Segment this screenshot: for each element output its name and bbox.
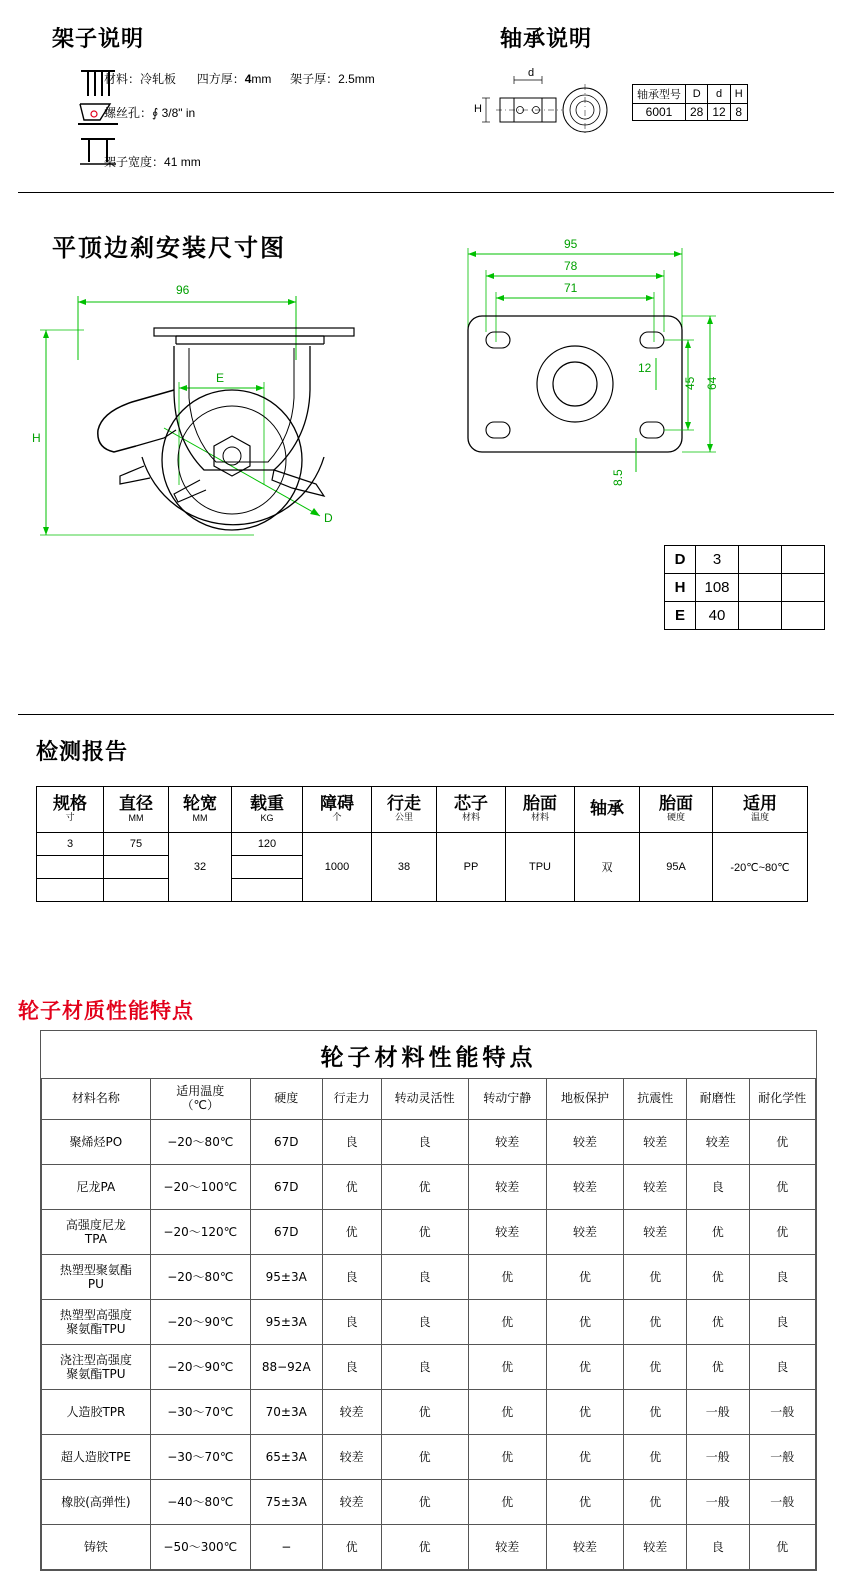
mat-cell-hardness: 67D xyxy=(250,1165,322,1210)
report-cell: 95A xyxy=(640,833,713,902)
frame-bolt-hole-value: ∮ 3/8" in xyxy=(152,106,196,120)
mat-cell-wear-resistance: 一般 xyxy=(686,1435,749,1480)
mat-cell-shock-resistance: 较差 xyxy=(624,1165,687,1210)
dim-value-H: 108 xyxy=(696,574,739,602)
mat-cell-hardness: − xyxy=(250,1525,322,1570)
report-header-temperature: 适用 温度 xyxy=(713,787,808,833)
mat-cell-shock-resistance: 优 xyxy=(624,1480,687,1525)
mat-cell-rotation-flexibility: 良 xyxy=(381,1345,468,1390)
svg-text:96: 96 xyxy=(176,283,190,297)
mat-cell-wear-resistance: 一般 xyxy=(686,1480,749,1525)
mat-cell-walk-force: 良 xyxy=(322,1300,381,1345)
mat-cell-temperature: −20～100℃ xyxy=(150,1165,250,1210)
mat-cell-wear-resistance: 一般 xyxy=(686,1390,749,1435)
table-header-row xyxy=(42,1079,816,1120)
frame-material-spec xyxy=(104,70,375,87)
bearing-description-title: 轴承说明 xyxy=(500,27,593,52)
mat-cell-rotation-flexibility: 优 xyxy=(381,1210,468,1255)
report-cell xyxy=(37,879,104,902)
mat-cell-rotation-flexibility: 良 xyxy=(381,1300,468,1345)
mat-cell-temperature: −50～300℃ xyxy=(150,1525,250,1570)
svg-text:8.5: 8.5 xyxy=(611,469,625,486)
mat-cell-rotation-quiet: 优 xyxy=(468,1255,546,1300)
dim-label-D: D xyxy=(665,546,696,574)
table-row xyxy=(37,833,808,856)
report-cell xyxy=(232,856,303,879)
bearing-drawing xyxy=(470,64,620,149)
report-header-tread-hardness: 胎面 硬度 xyxy=(640,787,713,833)
mat-cell-shock-resistance: 较差 xyxy=(624,1210,687,1255)
mat-cell-temperature: −20～90℃ xyxy=(150,1300,250,1345)
mat-cell-hardness: 65±3A xyxy=(250,1435,322,1480)
mat-cell-floor-protection: 较差 xyxy=(546,1210,624,1255)
mat-cell-rotation-quiet: 优 xyxy=(468,1345,546,1390)
mat-cell-rotation-flexibility: 优 xyxy=(381,1165,468,1210)
frame-square-thickness-unit: mm xyxy=(251,72,272,86)
report-cell: -20℃~80℃ xyxy=(713,833,808,902)
frame-width-value: 41 mm xyxy=(164,155,201,169)
mat-cell-chemical-resistance: 一般 xyxy=(749,1480,815,1525)
mat-cell-chemical-resistance: 优 xyxy=(749,1120,815,1165)
bearing-header-D: D xyxy=(686,85,708,104)
mat-header-walk-force: 行走力 xyxy=(322,1079,381,1120)
mat-cell-name: 热塑型高强度 聚氨酯TPU xyxy=(42,1300,151,1345)
test-report-table xyxy=(36,786,808,902)
report-cell: 38 xyxy=(372,833,437,902)
mat-cell-temperature: −20～80℃ xyxy=(150,1255,250,1300)
mat-cell-shock-resistance: 优 xyxy=(624,1345,687,1390)
mat-cell-temperature: −30～70℃ xyxy=(150,1390,250,1435)
frame-bolt-hole-label: 螺丝孔： xyxy=(104,106,153,120)
mat-cell-chemical-resistance: 良 xyxy=(749,1255,815,1300)
table-row xyxy=(42,1165,816,1210)
mat-cell-chemical-resistance: 优 xyxy=(749,1165,815,1210)
table-row xyxy=(42,1210,816,1255)
mat-cell-floor-protection: 较差 xyxy=(546,1165,624,1210)
mat-cell-chemical-resistance: 一般 xyxy=(749,1390,815,1435)
report-header-tread-material: 胎面 材料 xyxy=(506,787,575,833)
mat-cell-rotation-flexibility: 良 xyxy=(381,1120,468,1165)
dim-label-E: E xyxy=(665,602,696,630)
mat-cell-name: 热塑型聚氨酯 PU xyxy=(42,1255,151,1300)
mat-cell-rotation-quiet: 较差 xyxy=(468,1120,546,1165)
report-cell xyxy=(37,856,104,879)
mat-cell-hardness: 75±3A xyxy=(250,1480,322,1525)
dim-blank-H-3 xyxy=(782,574,825,602)
mat-cell-hardness: 67D xyxy=(250,1210,322,1255)
mat-cell-floor-protection: 优 xyxy=(546,1480,624,1525)
mat-cell-wear-resistance: 优 xyxy=(686,1345,749,1390)
mat-cell-shock-resistance: 优 xyxy=(624,1255,687,1300)
svg-text:64: 64 xyxy=(705,376,719,390)
mat-cell-walk-force: 较差 xyxy=(322,1480,381,1525)
dim-blank-D-2 xyxy=(739,546,782,574)
bearing-value-D: 28 xyxy=(686,104,708,121)
mat-cell-name: 浇注型高强度 聚氨酯TPU xyxy=(42,1345,151,1390)
mat-cell-floor-protection: 优 xyxy=(546,1435,624,1480)
caster-side-view-drawing xyxy=(24,270,424,560)
mat-cell-walk-force: 优 xyxy=(322,1210,381,1255)
mat-cell-chemical-resistance: 良 xyxy=(749,1345,815,1390)
mat-cell-hardness: 67D xyxy=(250,1120,322,1165)
svg-text:45: 45 xyxy=(683,376,697,390)
material-performance-table xyxy=(41,1078,816,1570)
mat-cell-floor-protection: 优 xyxy=(546,1345,624,1390)
mat-header-rotation-quiet: 转动宁静 xyxy=(468,1079,546,1120)
mat-header-floor-protection: 地板保护 xyxy=(546,1079,624,1120)
installation-drawing-title: 平顶边刹安装尺寸图 xyxy=(52,234,286,262)
table-row xyxy=(665,574,825,602)
mat-cell-temperature: −20～120℃ xyxy=(150,1210,250,1255)
mat-cell-rotation-flexibility: 优 xyxy=(381,1525,468,1570)
mat-cell-hardness: 70±3A xyxy=(250,1390,322,1435)
mat-cell-rotation-quiet: 较差 xyxy=(468,1210,546,1255)
svg-text:95: 95 xyxy=(564,237,578,251)
mat-cell-floor-protection: 优 xyxy=(546,1255,624,1300)
mat-cell-temperature: −40～80℃ xyxy=(150,1480,250,1525)
mat-cell-rotation-quiet: 优 xyxy=(468,1480,546,1525)
dimension-values-table xyxy=(664,545,825,630)
svg-text:E: E xyxy=(216,371,225,385)
bearing-value-d: 12 xyxy=(708,104,730,121)
mat-cell-wear-resistance: 良 xyxy=(686,1165,749,1210)
dim-blank-H-2 xyxy=(739,574,782,602)
mat-cell-walk-force: 较差 xyxy=(322,1390,381,1435)
table-header-row xyxy=(37,787,808,833)
mat-cell-rotation-quiet: 优 xyxy=(468,1300,546,1345)
mat-cell-walk-force: 优 xyxy=(322,1165,381,1210)
report-cell: 32 xyxy=(169,833,232,902)
mat-cell-chemical-resistance: 优 xyxy=(749,1525,815,1570)
dim-label-H: H xyxy=(665,574,696,602)
mat-cell-wear-resistance: 优 xyxy=(686,1300,749,1345)
report-cell: 1000 xyxy=(303,833,372,902)
frame-width-spec xyxy=(104,153,201,170)
table-row xyxy=(633,104,748,121)
mat-cell-temperature: −30～70℃ xyxy=(150,1435,250,1480)
material-table-caption: 轮子材料性能特点 xyxy=(320,1045,537,1071)
report-header-core: 芯子 材料 xyxy=(437,787,506,833)
bearing-header-d: d xyxy=(708,85,730,104)
report-cell: 3 xyxy=(37,833,104,856)
dim-value-D: 3 xyxy=(696,546,739,574)
frame-square-thickness-value: 4 xyxy=(244,72,252,86)
svg-text:H: H xyxy=(32,431,41,445)
table-row xyxy=(665,546,825,574)
svg-text:71: 71 xyxy=(564,281,578,295)
mat-header-wear-resistance: 耐磨性 xyxy=(686,1079,749,1120)
table-row xyxy=(665,602,825,630)
mat-header-hardness: 硬度 xyxy=(250,1079,322,1120)
report-cell xyxy=(104,856,169,879)
material-performance-heading: 轮子材质性能特点 xyxy=(18,999,194,1023)
report-cell: 120 xyxy=(232,833,303,856)
mat-cell-walk-force: 良 xyxy=(322,1120,381,1165)
mat-cell-floor-protection: 较差 xyxy=(546,1120,624,1165)
bearing-value-H: 8 xyxy=(730,104,747,121)
mat-cell-walk-force: 较差 xyxy=(322,1435,381,1480)
bearing-header-H: H xyxy=(730,85,747,104)
table-row xyxy=(42,1480,816,1525)
mat-cell-rotation-flexibility: 优 xyxy=(381,1480,468,1525)
bearing-value-model: 6001 xyxy=(633,104,686,121)
report-cell: 双 xyxy=(575,833,640,902)
mat-cell-chemical-resistance: 优 xyxy=(749,1210,815,1255)
report-cell: 75 xyxy=(104,833,169,856)
bearing-header-model: 轴承型号 xyxy=(633,85,686,104)
mat-cell-wear-resistance: 较差 xyxy=(686,1120,749,1165)
mat-cell-name: 橡胶(高弹性) xyxy=(42,1480,151,1525)
mat-cell-rotation-quiet: 较差 xyxy=(468,1525,546,1570)
dim-value-E: 40 xyxy=(696,602,739,630)
mat-cell-rotation-quiet: 优 xyxy=(468,1390,546,1435)
mat-cell-walk-force: 优 xyxy=(322,1525,381,1570)
report-header-obstacle: 障碍 个 xyxy=(303,787,372,833)
table-row xyxy=(42,1390,816,1435)
mat-cell-rotation-flexibility: 优 xyxy=(381,1435,468,1480)
test-report-title: 检测报告 xyxy=(36,740,129,765)
table-row xyxy=(42,1525,816,1570)
table-row xyxy=(42,1120,816,1165)
svg-text:12: 12 xyxy=(638,361,652,375)
report-header-width: 轮宽 MM xyxy=(169,787,232,833)
mat-cell-hardness: 95±3A xyxy=(250,1300,322,1345)
report-header-bearing: 轴承 xyxy=(575,787,640,833)
frame-width-label: 架子宽度： xyxy=(104,155,165,169)
dim-blank-E-3 xyxy=(782,602,825,630)
mat-cell-floor-protection: 优 xyxy=(546,1300,624,1345)
mat-cell-wear-resistance: 良 xyxy=(686,1525,749,1570)
mat-cell-wear-resistance: 优 xyxy=(686,1210,749,1255)
mat-header-shock-resistance: 抗震性 xyxy=(624,1079,687,1120)
mat-cell-shock-resistance: 优 xyxy=(624,1300,687,1345)
report-cell: PP xyxy=(437,833,506,902)
report-header-load: 载重 KG xyxy=(232,787,303,833)
mat-cell-floor-protection: 优 xyxy=(546,1390,624,1435)
frame-description-title: 架子说明 xyxy=(52,27,145,52)
report-cell: TPU xyxy=(506,833,575,902)
mat-cell-hardness: 88−92A xyxy=(250,1345,322,1390)
frame-material-label: 材料：冷轧板 xyxy=(104,72,177,86)
mat-cell-name: 聚烯烃PO xyxy=(42,1120,151,1165)
mat-header-name: 材料名称 xyxy=(42,1079,151,1120)
report-cell xyxy=(104,879,169,902)
frame-square-thickness-label: 四方厚： xyxy=(196,72,245,86)
report-header-travel: 行走 公里 xyxy=(372,787,437,833)
mat-cell-temperature: −20～80℃ xyxy=(150,1120,250,1165)
mat-cell-name: 高强度尼龙 TPA xyxy=(42,1210,151,1255)
frame-thickness-label: 架子厚：2.5mm xyxy=(290,72,375,86)
frame-bolt-hole-spec xyxy=(104,104,195,121)
mat-header-rotation-flexibility: 转动灵活性 xyxy=(381,1079,468,1120)
report-header-spec: 规格 寸 xyxy=(37,787,104,833)
mat-header-chemical-resistance: 耐化学性 xyxy=(749,1079,815,1120)
mat-cell-rotation-quiet: 较差 xyxy=(468,1165,546,1210)
report-cell xyxy=(232,879,303,902)
mat-cell-wear-resistance: 优 xyxy=(686,1255,749,1300)
svg-text:d: d xyxy=(528,67,535,79)
table-row xyxy=(42,1435,816,1480)
caster-top-plate-drawing xyxy=(440,232,740,502)
material-performance-panel xyxy=(40,1030,817,1571)
divider-2 xyxy=(18,714,834,715)
mat-cell-chemical-resistance: 一般 xyxy=(749,1435,815,1480)
mat-cell-walk-force: 良 xyxy=(322,1345,381,1390)
bearing-spec-table xyxy=(632,84,748,121)
mat-cell-rotation-flexibility: 优 xyxy=(381,1390,468,1435)
table-row xyxy=(42,1255,816,1300)
mat-cell-shock-resistance: 优 xyxy=(624,1390,687,1435)
mat-cell-rotation-quiet: 优 xyxy=(468,1435,546,1480)
mat-cell-name: 尼龙PA xyxy=(42,1165,151,1210)
divider-1 xyxy=(18,192,834,193)
mat-cell-chemical-resistance: 良 xyxy=(749,1300,815,1345)
table-row xyxy=(42,1300,816,1345)
mat-cell-name: 超人造胶TPE xyxy=(42,1435,151,1480)
report-header-diameter: 直径 MM xyxy=(104,787,169,833)
mat-cell-rotation-flexibility: 良 xyxy=(381,1255,468,1300)
svg-text:H: H xyxy=(474,103,482,115)
mat-cell-shock-resistance: 较差 xyxy=(624,1120,687,1165)
mat-cell-shock-resistance: 优 xyxy=(624,1435,687,1480)
mat-header-temperature: 适用温度 （℃） xyxy=(150,1079,250,1120)
dim-blank-D-3 xyxy=(782,546,825,574)
mat-cell-name: 铸铁 xyxy=(42,1525,151,1570)
mat-cell-walk-force: 良 xyxy=(322,1255,381,1300)
svg-text:78: 78 xyxy=(564,259,578,273)
mat-cell-name: 人造胶TPR xyxy=(42,1390,151,1435)
svg-text:D: D xyxy=(324,511,333,525)
mat-cell-floor-protection: 较差 xyxy=(546,1525,624,1570)
table-row xyxy=(633,85,748,104)
mat-cell-temperature: −20～90℃ xyxy=(150,1345,250,1390)
mat-cell-hardness: 95±3A xyxy=(250,1255,322,1300)
table-row xyxy=(42,1345,816,1390)
mat-cell-shock-resistance: 较差 xyxy=(624,1525,687,1570)
dim-blank-E-2 xyxy=(739,602,782,630)
